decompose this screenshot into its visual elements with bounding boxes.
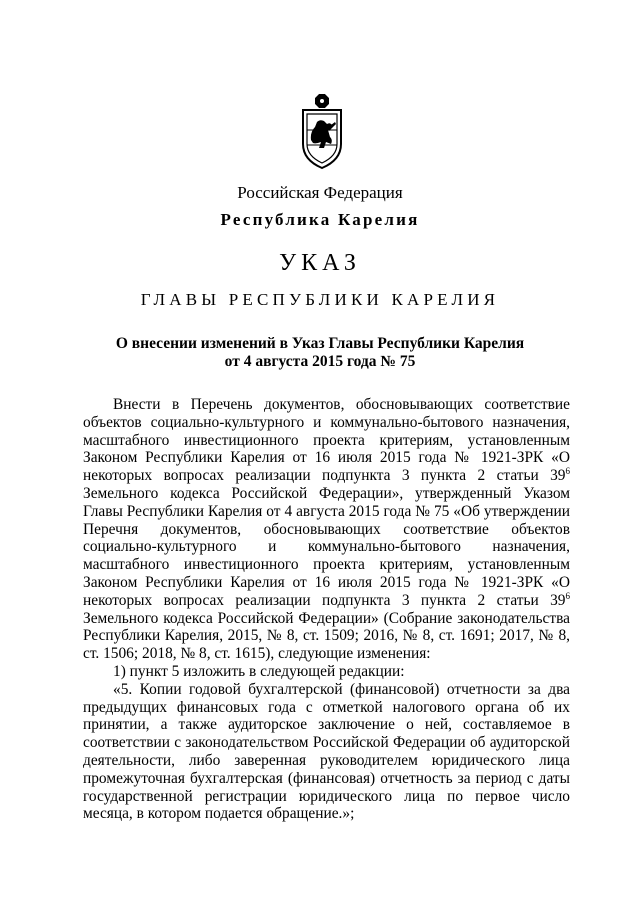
decree-title: [0, 335, 640, 371]
coat-of-arms-icon: [297, 92, 347, 172]
body-paragraph-3: «5. Копии годовой бухгалтерской (финансовой) отчетности за два предыдущих финансовых года с отметкой налогового органа об их принятии, а также аудиторское заключение о ней, составляемое в соответствии с законодательством Российской Федерации об аудиторской деятельности, либо заверенная руководителем юридического лица промежуточная бухгалтерская (финансовая) отчетность за период с даты государственной регистрации юридического лица по первое число месяца, в котором подается обращение.»;: [83, 680, 570, 823]
decree-title-line-1: О внесении изменений в Указ Главы Республики Карелия: [115, 335, 525, 352]
body-paragraph-1-part-b: Земельного кодекса Российской Федерации», утвержденный Указом Главы Республики Карелия от 4 августа 2015 года № 75 «Об утверждении Перечня документов, обосновывающих соответствие объектов социально-культурного и коммунально-бытового назначения, масштабного инвестиционного проекта критериям, установленным Законом Республики Карелия от 16 июля 2015 года № 1921-ЗРК «О некоторых вопросах реализации подпункта 3 пункта 2 статьи 39: [83, 484, 570, 609]
issuer-title: ГЛАВЫ РЕСПУБЛИКИ КАРЕЛИЯ: [140, 290, 500, 309]
body-paragraph-1: [83, 396, 570, 663]
superscript-6: 6: [565, 590, 570, 601]
body-paragraph-1-part-c: Земельного кодекса Российской Федерации» (Собрание законодательства Республики Карелия, 2015, № 8, ст. 1509; 2016, № 8, ст. 1691; 2017, № 8, ст. 1506; 2018, № 8, ст. 1615), следующие изменения:: [83, 609, 570, 663]
country-name: Российская Федерация: [237, 183, 403, 202]
republic-name: Республика Карелия: [220, 210, 420, 229]
superscript-6: 6: [565, 466, 570, 477]
body-paragraph-1-part-a: Внести в Перечень документов, обосновывающих соответствие объектов социально-культурного и коммунально-бытового назначения, масштабного инвестиционного проекта критериям, установленным Законом Республики Карелия от 16 июля 2015 года № 1921-ЗРК «О некоторых вопросах реализации подпункта 3 пункта 2 статьи 39: [83, 396, 570, 485]
decree-body: [83, 396, 570, 823]
body-paragraph-2: 1) пункт 5 изложить в следующей редакции:: [113, 662, 405, 680]
document-type: УКАЗ: [279, 250, 361, 276]
decree-title-line-2: от 4 августа 2015 года № 75: [224, 353, 416, 370]
